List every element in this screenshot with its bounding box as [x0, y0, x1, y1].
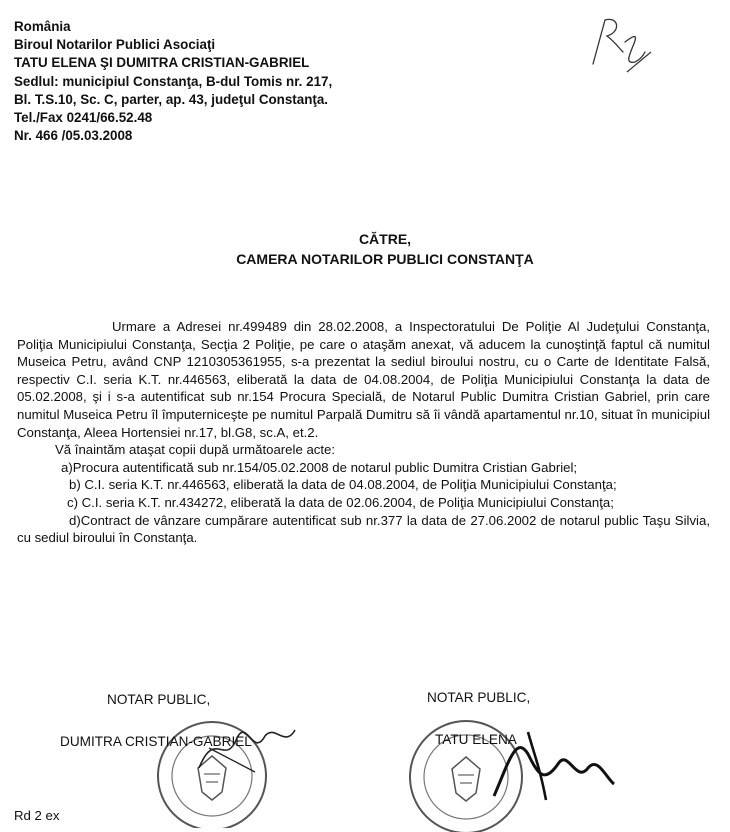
letter-body [17, 318, 710, 547]
letterhead-phone: Tel./Fax 0241/66.52.48 [14, 110, 153, 126]
addressee-to: CĂTRE, [358, 231, 412, 247]
signature-left-name: DUMITRA CRISTIAN-GABRIEL [60, 734, 252, 749]
signature-left-title: NOTAR PUBLIC, [107, 692, 211, 707]
footer-note: Rd 2 ex [14, 808, 60, 823]
addressee-block [0, 229, 730, 269]
handwritten-signature-left [195, 718, 300, 778]
attachment-item-b: b) C.I. seria K.T. nr.446563, eliberată la data de 04.08.2004, de Poliţia Municipiului Constanţa; [69, 477, 617, 493]
body-paragraph-2: Vă înaintăm ataşat copii după următoarele acte: [55, 442, 336, 458]
attachment-item-c: c) C.I. seria K.T. nr.434272, eliberată la data de 02.06.2004, de Poliţia Municipiului Constanţa; [67, 494, 614, 510]
addressee-name: CAMERA NOTARILOR PUBLICI CONSTANŢA [236, 251, 534, 267]
signature-right-title: NOTAR PUBLIC, [427, 690, 531, 705]
letterhead-notaries: TATU ELENA ŞI DUMITRA CRISTIAN-GABRIEL [14, 55, 310, 71]
letterhead-country: România [14, 19, 71, 34]
letterhead-registration-number: Nr. 466 /05.03.2008 [14, 128, 133, 144]
letterhead-office: Biroul Notarilor Publici Asociaţi [14, 37, 216, 53]
handwritten-mark [575, 12, 655, 80]
signature-right-name: TATU ELENA [435, 732, 517, 747]
body-paragraph-1: Urmare a Adresei nr.499489 din 28.02.2008, a Inspectoratului De Poliţie Al Judeţului Constanţa, Poliţia Municipiului Constanţa, Secţia 2 Poliţie, pe care o ataşăm anexat, vă aducem la cunoştinţă faptul că numitul Museica Petru, având CNP 1210305361955, s-a prezentat la sediul biroului nostru, cu o Carte de Identitate Falsă, respectiv C.I. seria K.T. nr.446563, eliberată la data de 04.08.2004, de Poliţia Municipiului Constanţa la data de 05.02.2008, şi i s-a autentificat sub nr.154 Procura Specială, de Notarul Public Dumitra Cristian Gabriel, prin care numitul Museica Petru îl împuterniceşte pe numitul Parpală Dumitru să îi vândă apartamentul nr.10, situat în municipiul Constanţa, Aleea Hortensiei nr.17, bl.G8, sc.A, et.2. [17, 319, 710, 440]
handwritten-signature-right [488, 724, 618, 806]
attachment-item-a: a)Procura autentificată sub nr.154/05.02.2008 de notarul public Dumitra Cristian Gabriel; [61, 459, 578, 475]
letterhead [14, 18, 332, 145]
attachment-item-d: d)Contract de vânzare cumpărare autentificat sub nr.377 la data de 27.06.2002 de notarul public Taşu Silvia, cu sediul biroului în Constanţa. [17, 512, 710, 546]
letterhead-address-1: Sedlul: municipiul Constanţa, B-dul Tomis nr. 217, [14, 73, 333, 89]
letterhead-address-2: Bl. T.S.10, Sc. C, parter, ap. 43, judeţul Constanţa. [14, 91, 329, 107]
